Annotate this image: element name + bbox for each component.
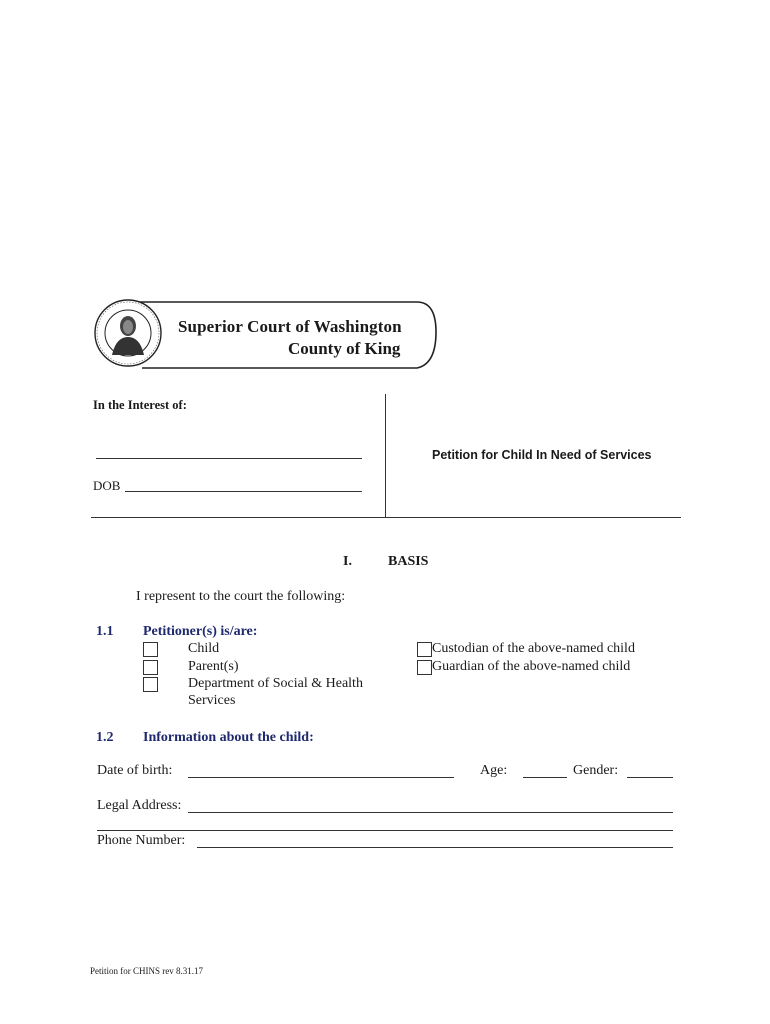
caption-divider-horizontal xyxy=(91,517,681,518)
parents-option-label: Parent(s) xyxy=(188,659,239,674)
phone-field[interactable] xyxy=(197,847,673,848)
child-checkbox[interactable] xyxy=(143,642,158,657)
age-field[interactable] xyxy=(523,777,567,778)
phone-label: Phone Number: xyxy=(97,833,186,848)
address-label: Legal Address: xyxy=(97,798,182,813)
child-info-heading: Information about the child: xyxy=(143,730,314,745)
interest-label: In the Interest of: xyxy=(93,398,187,412)
address-field[interactable] xyxy=(188,812,673,813)
age-label: Age: xyxy=(480,763,508,778)
guardian-checkbox[interactable] xyxy=(417,660,432,675)
dob-field[interactable] xyxy=(125,491,362,492)
guardian-option-label: Guardian of the above-named child xyxy=(432,659,631,674)
court-county: County of King xyxy=(288,339,401,358)
gender-label: Gender: xyxy=(573,763,619,778)
dshs-checkbox[interactable] xyxy=(143,677,158,692)
parents-checkbox[interactable] xyxy=(143,660,158,675)
form-revision-footer: Petition for CHINS rev 8.31.17 xyxy=(90,966,203,976)
custodian-checkbox[interactable] xyxy=(417,642,432,657)
birth-date-field[interactable] xyxy=(188,777,454,778)
dob-label: DOB xyxy=(93,478,121,493)
birth-date-label: Date of birth: xyxy=(97,763,173,778)
intro-text: I represent to the court the following: xyxy=(136,589,346,604)
dshs-option-label: Department of Social & Health xyxy=(188,676,363,691)
section-number: I. xyxy=(343,554,352,569)
custodian-option-label: Custodian of the above-named child xyxy=(432,641,635,656)
item-number: 1.1 xyxy=(96,624,114,639)
section-title: BASIS xyxy=(388,554,429,569)
petitioner-heading: Petitioner(s) is/are: xyxy=(143,624,258,639)
caption-divider-vertical xyxy=(385,394,386,518)
address-field-line-2[interactable] xyxy=(97,830,673,831)
court-name: Superior Court of Washington xyxy=(178,317,402,336)
dshs-option-label-cont: Services xyxy=(188,693,236,708)
document-title: Petition for Child In Need of Services xyxy=(432,448,652,462)
child-option-label: Child xyxy=(188,641,220,656)
gender-field[interactable] xyxy=(627,777,673,778)
child-name-field[interactable] xyxy=(96,458,362,459)
state-seal-icon xyxy=(94,297,162,369)
item-number: 1.2 xyxy=(96,730,114,745)
